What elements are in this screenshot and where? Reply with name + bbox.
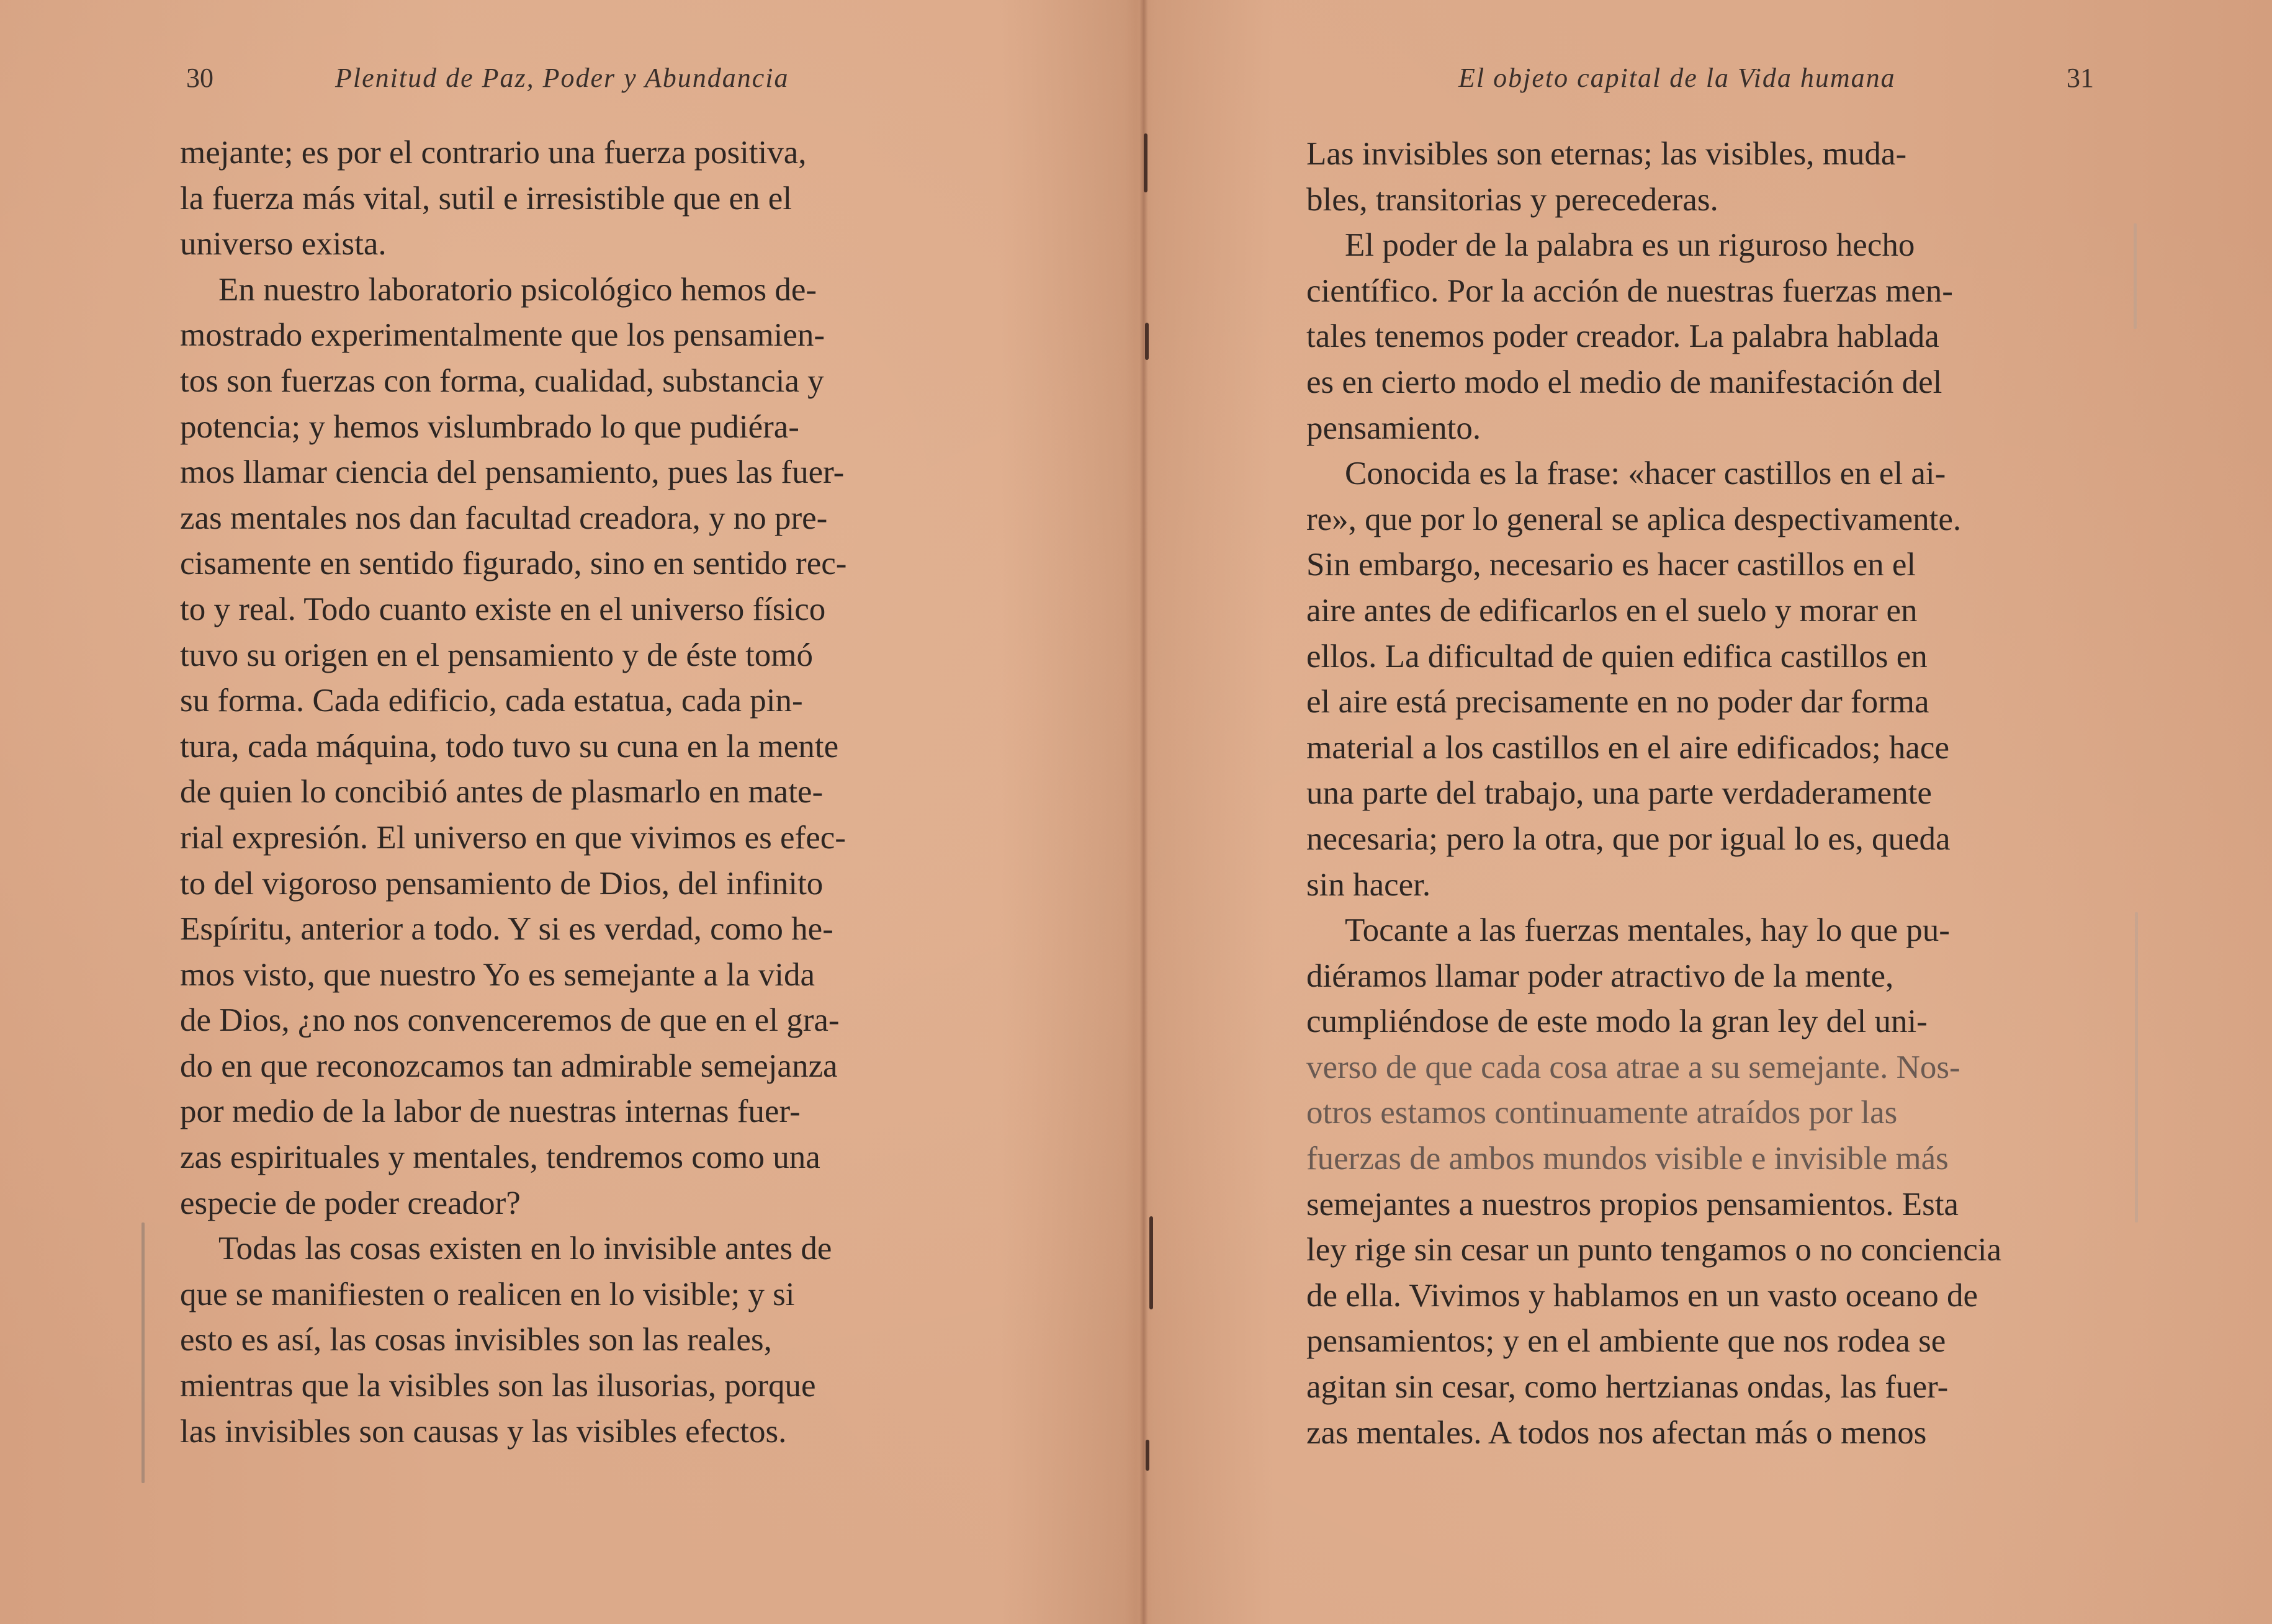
text-line: potencia; y hemos vislumbrado lo que pudiéra-: [180, 408, 799, 445]
text-line: agitan sin cesar, como hertzianas ondas, las fuer-: [1306, 1369, 1949, 1406]
text-line: En nuestro laboratorio psicológico hemos de-: [218, 271, 817, 308]
text-line: mientras que la visibles son las ilusorias, porque: [180, 1368, 816, 1404]
text-line: el aire está precisamente en no poder dar forma: [1306, 684, 1929, 720]
text-line: pensamientos; y en el ambiente que nos rodea se: [1306, 1323, 1946, 1360]
text-line: esto es así, las cosas invisibles son las reales,: [180, 1322, 772, 1358]
text-line: la fuerza más vital, sutil e irresistible que en el: [180, 180, 793, 217]
text-line: do en que reconozcamos tan admirable semejanza: [180, 1048, 838, 1084]
text-line: aire antes de edificarlos en el suelo y morar en: [1306, 592, 1918, 629]
text-line: zas mentales. A todos nos afectan más o menos: [1306, 1414, 1927, 1451]
text-line: tura, cada máquina, todo tuvo su cuna en la mente: [180, 728, 839, 765]
text-line: universo exista.: [180, 226, 387, 262]
running-head: El objeto capital de la Vida humana: [1458, 63, 1896, 93]
text-line: cisamente en sentido figurado, sino en sentido rec-: [180, 545, 847, 582]
text-line: mos visto, que nuestro Yo es semejante a la vida: [180, 956, 815, 993]
text-line: to del vigoroso pensamiento de Dios, del infinito: [180, 865, 824, 902]
right-page: [1145, 0, 2272, 1624]
text-line: zas espirituales y mentales, tendremos como una: [180, 1139, 820, 1176]
text-line: las invisibles son causas y las visibles efectos.: [180, 1413, 787, 1450]
text-line: otros estamos continuamente atraídos por las: [1306, 1095, 1898, 1131]
text-line: El poder de la palabra es un riguroso hecho: [1345, 227, 1915, 264]
text-line: material a los castillos en el aire edificados; hace: [1306, 729, 1949, 766]
page-body-text: [180, 130, 977, 1455]
text-line: ley rige sin cesar un punto tengamos o no conciencia: [1306, 1232, 2002, 1268]
text-line: mos llamar ciencia del pensamiento, pues las fuer-: [180, 454, 845, 491]
text-line: es en cierto modo el medio de manifestación del: [1306, 364, 1942, 400]
page-body-text: [1306, 132, 2116, 1456]
text-line: tos son fuerzas con forma, cualidad, substancia y: [180, 362, 824, 399]
text-line: ellos. La dificultad de quien edifica castillos en: [1306, 638, 1928, 675]
text-line: pensamiento.: [1306, 410, 1481, 446]
text-line: sin hacer.: [1306, 866, 1431, 903]
text-line: Las invisibles son eternas; las visibles, muda-: [1306, 136, 1907, 172]
page-number: 31: [2067, 63, 2094, 93]
text-line: zas mentales nos dan facultad creadora, y no pre-: [180, 500, 828, 536]
text-line: re», que por lo general se aplica despectivamente.: [1306, 501, 1962, 537]
text-line: una parte del trabajo, una parte verdaderamente: [1306, 775, 1932, 812]
text-line: científico. Por la acción de nuestras fuerzas men-: [1306, 272, 1953, 309]
running-head: Plenitud de Paz, Poder y Abundancia: [335, 63, 789, 93]
text-line: Todas las cosas existen en lo invisible antes de: [218, 1231, 832, 1267]
text-line: de Dios, ¿no nos convenceremos de que en el gra-: [180, 1002, 840, 1039]
text-line: to y real. Todo cuanto existe en el universo físico: [180, 591, 826, 627]
text-line: fuerzas de ambos mundos visible e invisible más: [1306, 1141, 1949, 1177]
text-line: Espíritu, anterior a todo. Y si es verdad, como he-: [180, 911, 833, 948]
text-line: semejantes a nuestros propios pensamientos. Esta: [1306, 1186, 1959, 1222]
text-line: rial expresión. El universo en que vivimos es efec-: [180, 819, 846, 856]
text-line: Conocida es la frase: «hacer castillos en el ai-: [1345, 455, 1946, 492]
text-line: tuvo su origen en el pensamiento y de éste tomó: [180, 637, 814, 673]
text-line: mejante; es por el contrario una fuerza positiva,: [180, 135, 807, 171]
text-line: tales tenemos poder creador. La palabra hablada: [1306, 318, 1939, 355]
text-line: Tocante a las fuerzas mentales, hay lo que pu-: [1345, 912, 1950, 949]
text-line: de ella. Vivimos y hablamos en un vasto oceano de: [1306, 1277, 1978, 1314]
text-line: de quien lo concibió antes de plasmarlo en mate-: [180, 774, 824, 810]
text-line: necesaria; pero la otra, que por igual lo es, queda: [1306, 820, 1951, 857]
text-line: cumpliéndose de este modo la gran ley del uni-: [1306, 1003, 1928, 1040]
text-line: verso de que cada cosa atrae a su semejante. Nos-: [1306, 1049, 1960, 1085]
text-line: mostrado experimentalmente que los pensamien-: [180, 317, 825, 354]
text-line: bles, transitorias y perecederas.: [1306, 181, 1718, 218]
text-line: especie de poder creador?: [180, 1185, 521, 1221]
text-line: diéramos llamar poder atractivo de la mente,: [1306, 958, 1894, 994]
text-line: que se manifiesten o realicen en lo visible; y si: [180, 1276, 795, 1312]
text-line: por medio de la labor de nuestras internas fuer-: [180, 1093, 801, 1130]
text-line: su forma. Cada edificio, cada estatua, cada pin-: [180, 683, 803, 719]
text-line: Sin embargo, necesario es hacer castillos en el: [1306, 547, 1916, 583]
page-number: 30: [186, 63, 213, 93]
